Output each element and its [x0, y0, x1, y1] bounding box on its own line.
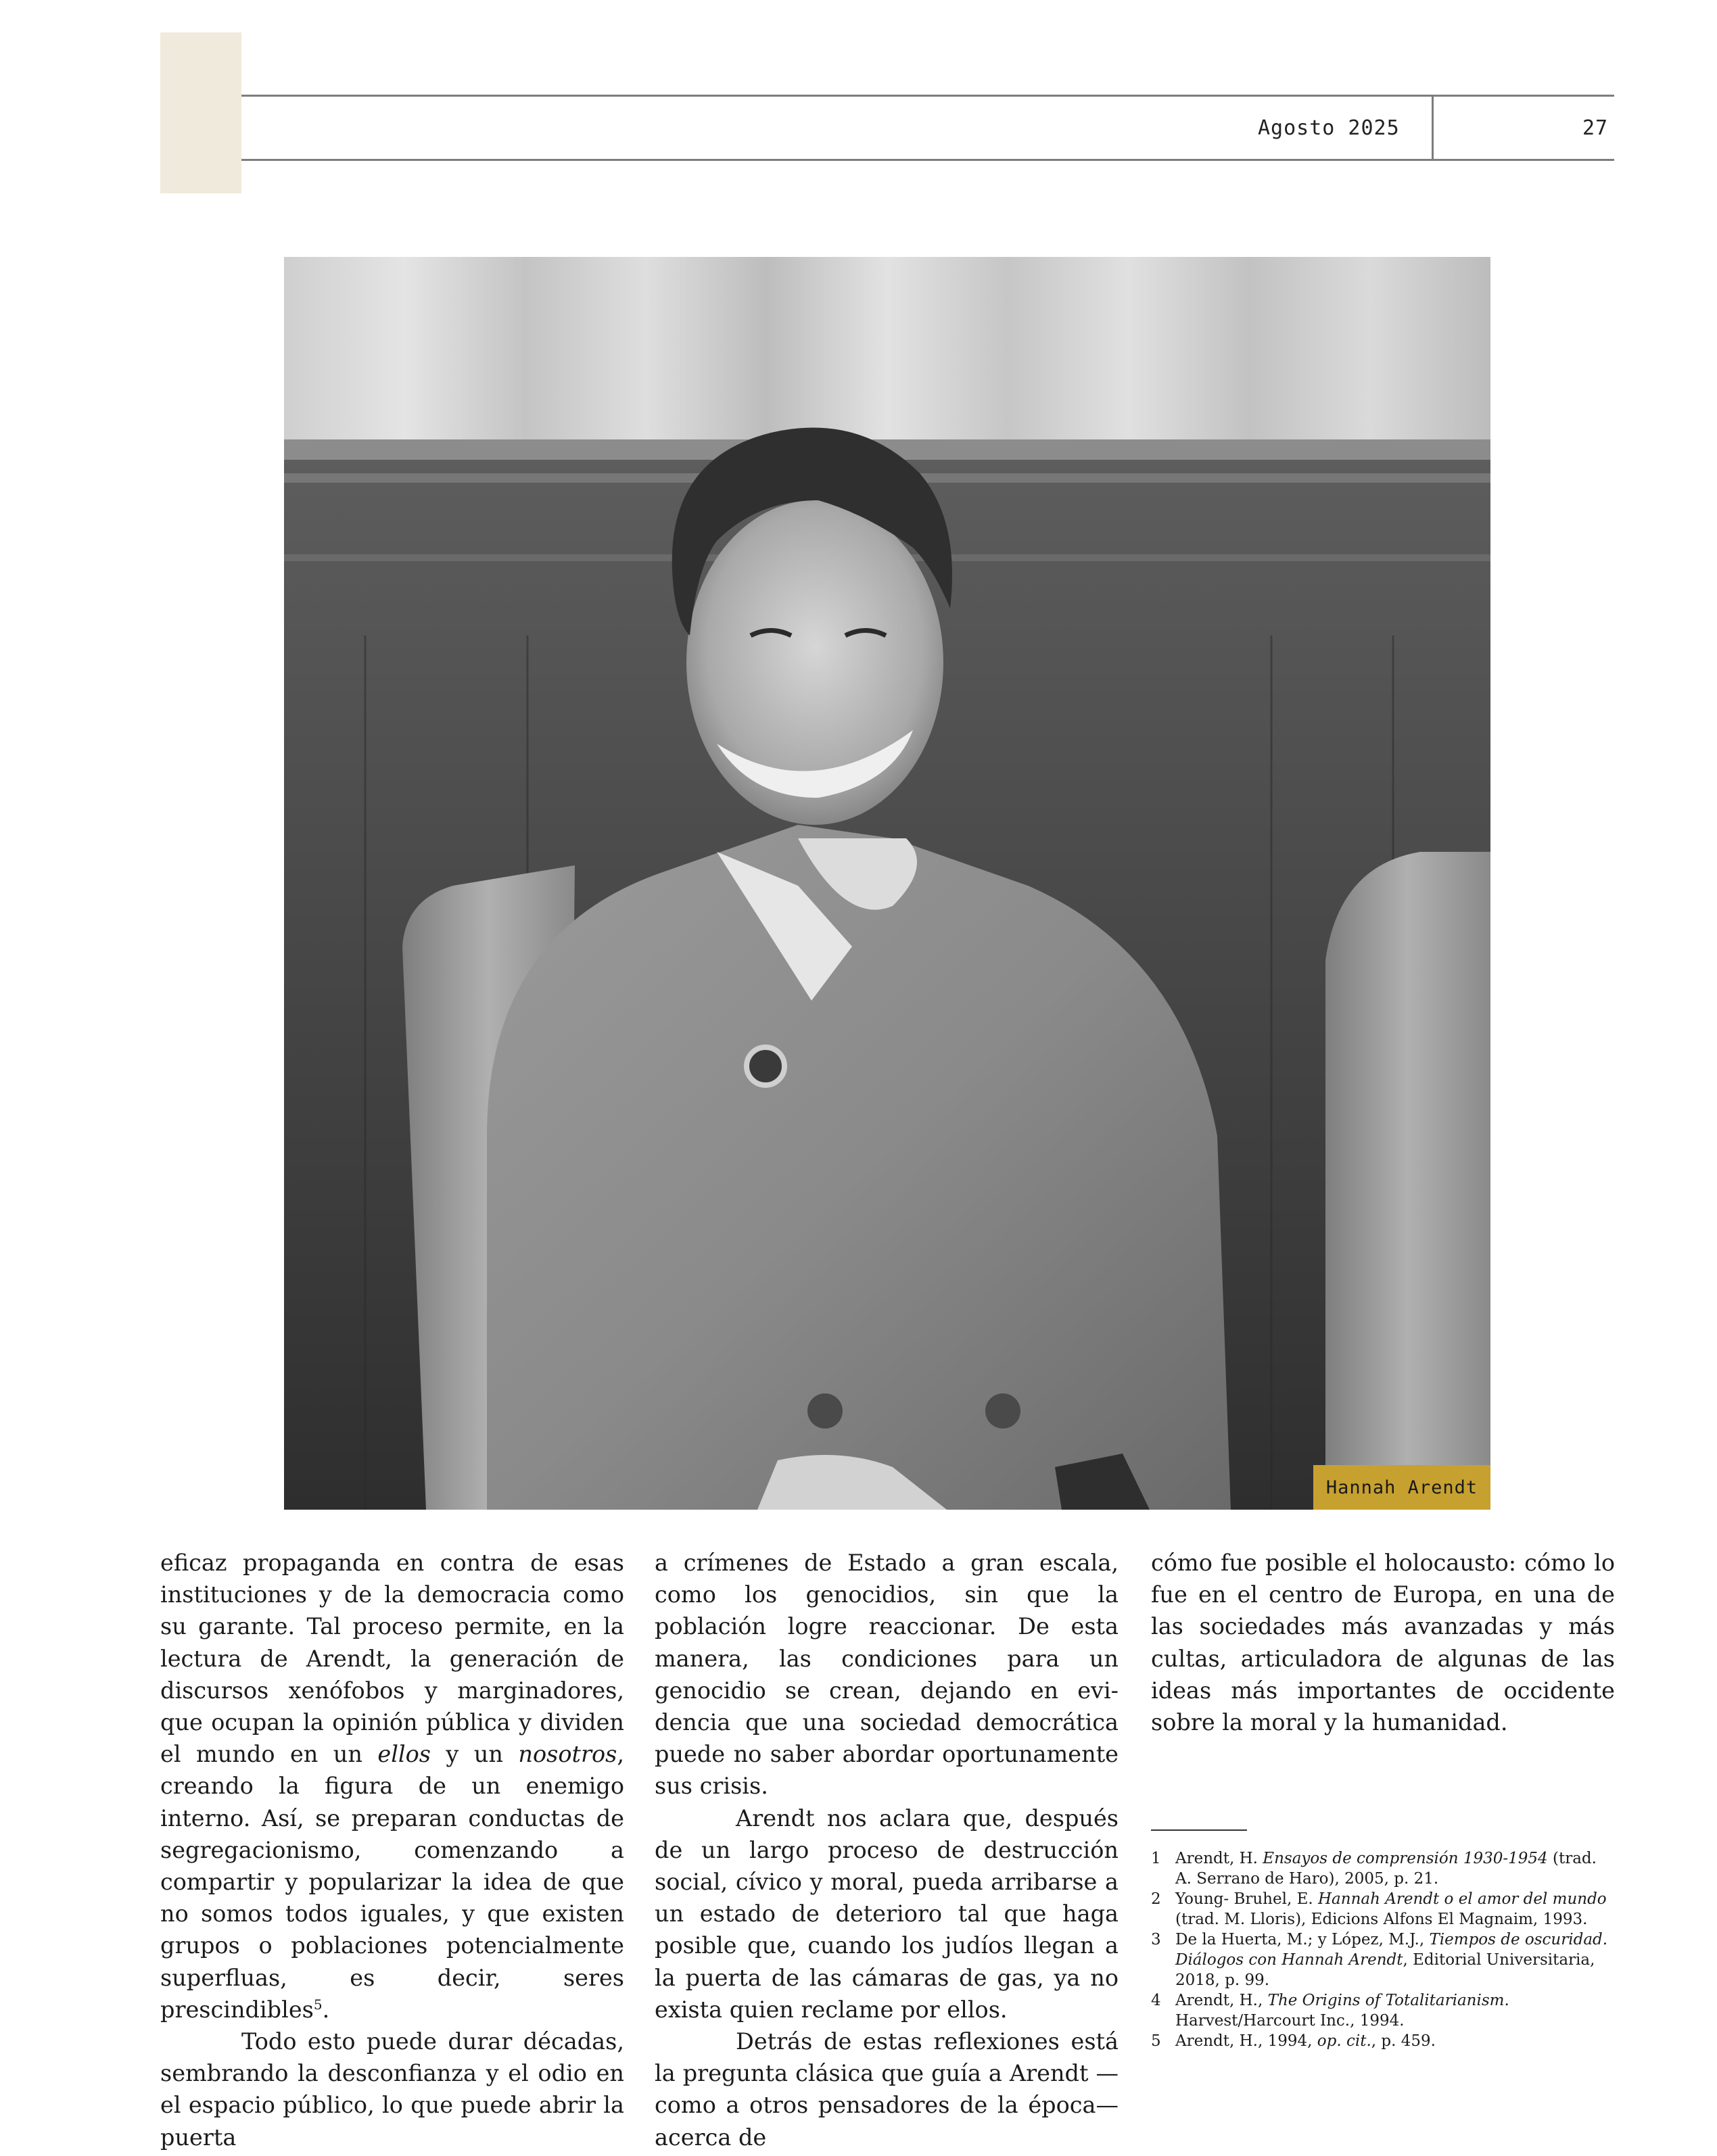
portrait-photo: [284, 257, 1490, 1510]
paragraph: cómo fue posible el holocausto: cómo lo fue en el centro de Europa, en una de las sociedades más avanzadas y más cultas, articuladora de algunas de las ideas más importantes de occidente sobre la moral y la humanidad.: [1151, 1550, 1615, 1736]
paragraph: [160, 1547, 624, 2026]
text-column-2: [655, 1547, 1119, 2153]
text-run: y un: [431, 1741, 519, 1768]
paragraph: Detrás de estas reflexiones está la pregunta clásica que guía a Arendt —como a otros pensadores de la época— acerca de: [655, 2028, 1119, 2151]
footnote: [1151, 1889, 1615, 1930]
paragraph: Todo esto puede durar décadas, sembrando la desconfianza y el odio en el espacio público, lo que puede abrir la puerta: [160, 2028, 624, 2151]
footnote-text: , Editorial Universitaria, 2018, p. 99.: [1175, 1951, 1595, 1989]
footnote-text: Arendt, H., 1994,: [1175, 2032, 1317, 2050]
text-column-1: [160, 1547, 624, 2153]
footnote-text: Arendt, H.: [1175, 1850, 1263, 1867]
header-rule-top: [241, 95, 1614, 97]
footnote-text: De la Huerta, M.; y López, M.J.,: [1175, 1931, 1430, 1948]
paragraph: a crímenes de Estado a gran escala, como los genocidios, sin que la población logre reaccionar. De esta manera, las condiciones para un genocidio se crean, dejando en evidencia que una sociedad democrática puede no saber abordar oportunamente sus crisis.: [655, 1550, 1119, 1800]
footnote-title: op. cit.: [1317, 2032, 1371, 2050]
footnote-text: (trad. M. Lloris), Edicions Alfons El Magnaim, 1993.: [1175, 1911, 1588, 1928]
text-run: .: [322, 1996, 330, 2023]
footnote-number: 4: [1151, 1992, 1161, 2009]
footnote-text: . Harvest/Harcourt Inc., 1994.: [1175, 1992, 1509, 2030]
header-separator: [1432, 95, 1434, 161]
footnote-title: Hannah Arendt o el amor del mundo: [1318, 1890, 1607, 1908]
footnote-number: 5: [1151, 2032, 1161, 2050]
footnote-number: 1: [1151, 1850, 1161, 1867]
footnote: [1151, 1930, 1615, 1990]
emphasis: ellos: [377, 1741, 431, 1768]
portrait-illustration: [284, 257, 1490, 1510]
emphasis: nosotros: [518, 1741, 617, 1768]
footnote-text: , p. 459.: [1371, 2032, 1436, 2050]
header-rule-bottom: [241, 159, 1614, 161]
footnotes: [1151, 1848, 1615, 2051]
footnote-title: Tiempos de oscuridad. Diálogos con Hannah Arendt: [1175, 1931, 1608, 1969]
page-number: 27: [1582, 116, 1609, 140]
footnote-text: (trad. A. Serrano de Haro), 2005, p. 21.: [1175, 1850, 1597, 1888]
photo-caption: Hannah Arendt: [1313, 1465, 1490, 1510]
issue-date: Agosto 2025: [1258, 116, 1400, 140]
footnote-divider: [1151, 1829, 1247, 1831]
footnote-title: The Origins of Totalitarianism: [1267, 1992, 1505, 2009]
paragraph: Arendt nos aclara que, después de un largo proceso de destrucción social, cívico y moral, pueda arribarse a un estado de deterioro tal que haga posible que, cuando los judíos llegan a la puerta de las cámaras de gas, ya no exista quien reclame por ellos.: [655, 1804, 1119, 2023]
footnote: [1151, 1848, 1615, 1889]
footnote-number: 3: [1151, 1931, 1161, 1948]
footnote-title: Ensayos de comprensión 1930-1954: [1263, 1850, 1548, 1867]
page-corner-tab: [160, 32, 241, 193]
text-column-3: [1151, 1547, 1615, 1738]
footnote-number: 2: [1151, 1890, 1161, 1908]
footnote-text: Arendt, H.,: [1175, 1992, 1268, 2009]
footnote: [1151, 1990, 1615, 2031]
text-run: eficaz propaganda en contra de esas instituciones y de la democracia como su garante. Tal proceso permite, en la lectura de Arendt, la generación de discursos xenófobos y marginadores, que ocupan la opinión pública y dividen el mundo en un: [160, 1550, 624, 1768]
footnote-text: Young- Bruhel, E.: [1175, 1890, 1318, 1908]
footnote: [1151, 2031, 1615, 2051]
text-run: , creando la figura de un enemigo interno. Así, se preparan conductas de segregacionismo, comenzando a compartir y popularizar la idea de que no somos todos iguales, y que existen grupos o poblaciones potencialmente superfluas, es decir, seres prescindibles: [160, 1741, 624, 2023]
footnote-ref: 5: [313, 1996, 323, 2013]
